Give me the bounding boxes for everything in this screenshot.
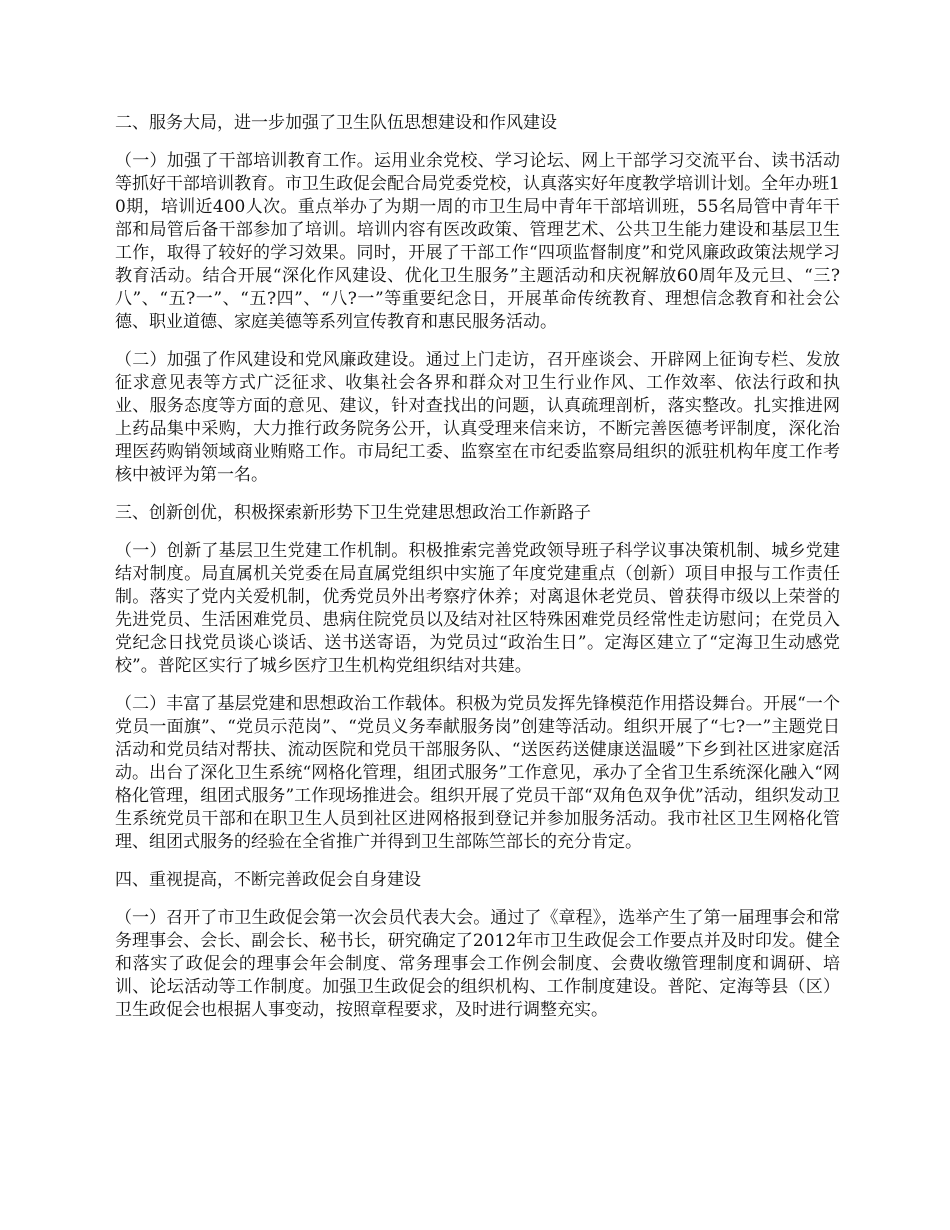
paragraph-3-1: （一）创新了基层卫生党建工作机制。积极推索完善党政领导班子科学议事决策机制、城乡党建结对制度。局直属机关党委在局直属党组织中实施了年度党建重点（创新）项目申报与工作责任制。落实了党内关爱机制，优秀党员外出考察疗休养；对离退休老党员、曾获得市级以上荣誉的先进党员、生活困难党员、患病住院党员以及结对社区特殊困难党员经常性走访慰问；在党员入党纪念日找党员谈心谈话、送书送寄语，为党员过“政治生日”。定海区建立了“定海卫生动感党校”。普陀区实行了城乡医疗卫生机构党组织结对共建。 <box>115 541 840 676</box>
section-heading-4: 四、重视提高，不断完善政促会自身建设 <box>115 870 421 890</box>
paragraph-3-2: （二）丰富了基层党建和思想政治工作载体。积极为党员发挥先锋模范作用搭设舞台。开展“一个党员一面旗”、“党员示范岗”、“党员义务奉献服务岗”创建等活动。组织开展了“七?一”主题党日活动和党员结对帮扶、流动医院和党员干部服务队、“送医药送健康送温暖”下乡到社区进家庭活动。出台了深化卫生系统“网格化管理，组团式服务”工作意见，承办了全省卫生系统深化融入“网格化管理，组团式服务”工作现场推进会。组织开展了党员干部“双角色双争优”活动，组织发动卫生系统党员干部和在职卫生人员到社区进网格报到登记并参加服务活动。我市社区卫生网格化管理、组团式服务的经验在全省推广并得到卫生部陈竺部长的充分肯定。 <box>115 694 840 852</box>
section-heading-3: 三、创新创优，积极探索新形势下卫生党建思想政治工作新路子 <box>115 503 591 523</box>
section-heading-2: 二、服务大局，进一步加强了卫生队伍思想建设和作风建设 <box>115 113 557 133</box>
paragraph-4-1: （一）召开了市卫生政促会第一次会员代表大会。通过了《章程》，选举产生了第一届理事会和常务理事会、会长、副会长、秘书长，研究确定了2012年市卫生政促会工作要点并及时印发。健全和落实了政促会的理事会年会制度、常务理事会工作例会制度、会费收缴管理制度和调研、培训、论坛活动等工作制度。加强卫生政促会的组织机构、工作制度建设。普陀、定海等县（区）卫生政促会也根据人事变动，按照章程要求，及时进行调整充实。 <box>115 908 840 1020</box>
paragraph-2-2: （二）加强了作风建设和党风廉政建设。通过上门走访，召开座谈会、开辟网上征询专栏、发放征求意见表等方式广泛征求、收集社会各界和群众对卫生行业作风、工作效率、依法行政和执业、服务态度等方面的意见、建议，针对查找出的问题，认真疏理剖析，落实整改。扎实推进网上药品集中采购，大力推行政务院务公开，认真受理来信来访，不断完善医德考评制度，深化治理医药购销领域商业贿赂工作。市局纪工委、监察室在市纪委监察局组织的派驻机构年度工作考核中被评为第一名。 <box>115 350 840 485</box>
document-body <box>115 112 840 1037</box>
paragraph-2-1: （一）加强了干部培训教育工作。运用业余党校、学习论坛、网上干部学习交流平台、读书活动等抓好干部培训教育。市卫生政促会配合局党委党校，认真落实好年度教学培训计划。全年办班10期，培训近400人次。重点举办了为期一周的市卫生局中青年干部培训班，55名局管中青年干部和局管后备干部参加了培训。培训内容有医改政策、管理艺术、公共卫生能力建设和基层卫生工作，取得了较好的学习效果。同时，开展了干部工作“四项监督制度”和党风廉政政策法规学习教育活动。结合开展“深化作风建设、优化卫生服务”主题活动和庆祝解放60周年及元旦、“三?八”、“五?一”、“五?四”、“八?一”等重要纪念日，开展革命传统教育、理想信念教育和社会公德、职业道德、家庭美德等系列宣传教育和惠民服务活动。 <box>115 151 840 332</box>
